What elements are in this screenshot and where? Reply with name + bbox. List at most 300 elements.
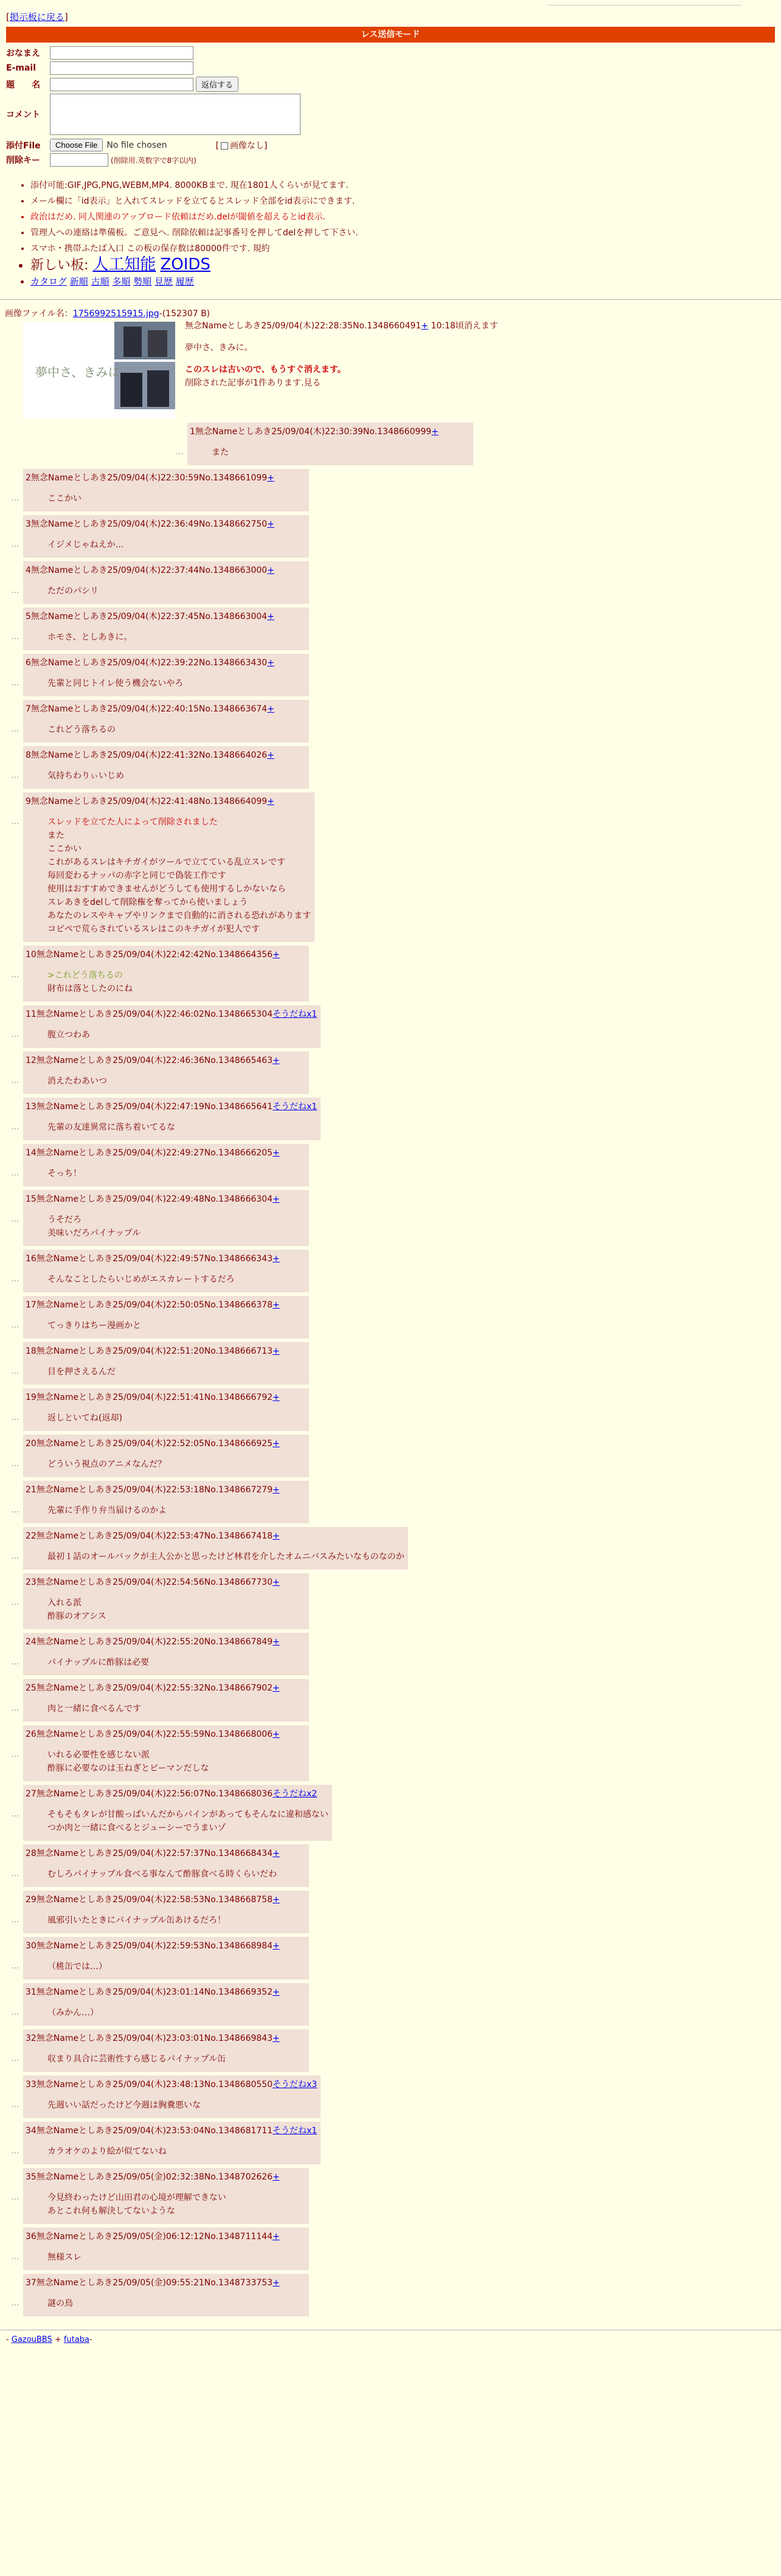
- sodane-button[interactable]: +: [272, 1254, 280, 1264]
- reply-post: [23, 2122, 321, 2164]
- reply-line: （桃缶では…）: [47, 1962, 107, 1972]
- sodane-button[interactable]: +: [272, 1439, 280, 1449]
- reply-marker: …: [11, 1505, 19, 1515]
- reply-marker: …: [11, 1413, 19, 1422]
- reply-post: [23, 2076, 321, 2118]
- reply-row: [11, 2168, 781, 2224]
- reply-text: [47, 1411, 305, 1425]
- reply-meta: 無念Nameとしあき25/09/04(木)23:48:13No.1348680550: [36, 2080, 273, 2090]
- reply-post: [23, 2228, 309, 2270]
- reply-post: [23, 469, 309, 511]
- reply-line: 気持ちわりぃいじめ: [47, 771, 124, 781]
- reply-marker: …: [11, 2298, 19, 2308]
- reply-marker: …: [11, 970, 19, 980]
- reply-row: [11, 2122, 781, 2164]
- sodane-button[interactable]: +: [272, 1194, 280, 1204]
- sort-many-link[interactable]: 多順: [112, 276, 131, 287]
- reply-text: [47, 1656, 305, 1669]
- post-history-link[interactable]: 履歴: [175, 276, 194, 287]
- catalog-links: [30, 274, 775, 289]
- reply-row: [11, 1679, 781, 1722]
- reply-marker: …: [11, 1274, 19, 1284]
- reply-number: 6: [26, 658, 31, 668]
- sodane-button[interactable]: +: [272, 950, 280, 960]
- file-label: 添付File: [6, 140, 41, 151]
- reply-number: 33: [26, 2080, 36, 2090]
- reply-row: [11, 1296, 781, 1338]
- reply-row: [11, 561, 781, 604]
- reply-number: 20: [26, 1439, 36, 1449]
- reply-post: [23, 2274, 309, 2316]
- reply-meta: 無念Nameとしあき25/09/04(木)22:49:57No.1348666343: [36, 1254, 273, 1264]
- reply-number: 5: [26, 612, 31, 621]
- sodane-button[interactable]: +: [272, 1941, 280, 1951]
- file-info: 画像ファイル名：1756992515915.jpg-(152307 B): [5, 309, 210, 319]
- reply-line: 美味いだろパイナップル: [47, 1228, 141, 1238]
- reply-post: [23, 1098, 321, 1140]
- sodane-button[interactable]: +: [267, 704, 274, 714]
- reply-text: [47, 2006, 305, 2020]
- reply-text: [47, 2145, 317, 2158]
- reply-number: 26: [26, 1729, 36, 1739]
- reply-line: 最初１話のオールバックが主人公かと思ったけど林君を介したオムニバスみたいなものなのか: [47, 1552, 404, 1562]
- reply-line: つか肉と一緒に食べるとジューシーでうまいゾ: [47, 1823, 226, 1833]
- sodane-button[interactable]: そうだねx2: [272, 1789, 318, 1799]
- reply-row: [11, 1983, 781, 2026]
- reply-marker: …: [11, 1551, 19, 1561]
- sodane-button[interactable]: +: [272, 1346, 280, 1356]
- reply-number: 4: [26, 566, 31, 575]
- sodane-button[interactable]: +: [272, 1531, 280, 1541]
- reply-marker: …: [11, 770, 19, 780]
- subject-label: 題 名: [6, 80, 40, 90]
- reply-number: 19: [26, 1393, 36, 1402]
- sodane-button[interactable]: +: [267, 566, 274, 575]
- reply-marker: …: [11, 1750, 19, 1759]
- new-board-link[interactable]: ZOIDS: [160, 255, 210, 274]
- reply-meta: 無念Nameとしあき25/09/04(木)22:37:45No.1348663004: [30, 612, 268, 621]
- reply-marker: …: [11, 493, 19, 503]
- reply-form: おなまえ E-mail 題 名 返信する コメント 添付File Choose File No file chosen [ 画像なし] 削除キー (削除用.英数字で8字以内) • 添付可能:GIF,JPG,PNG,WEBM,MP4. 8000KBまで. 現在1801人くらいが見てます. • メール欄に「id表示」と入れてスレッドを立てるとスレッド全部をid表示にできます. • 政治はだめ. 同人関連のアップロード依頼はだめ.delが閾値を超えるとid表示. • 管理人への連絡は準備板。ご意見へ. 削除依頼は記事番号を押してdelを押して下さい. • スマホ・携帯ふたば入口 この板の保存数は80000件です. 規約 • 新しい板: 人工知能 ZOIDS • カタログ 新順 古順 多順 勢順 見歴 履歴: [6, 46, 775, 289]
- reply-marker: …: [11, 1915, 19, 1925]
- reply-text: [47, 815, 311, 936]
- reply-text: [47, 1748, 305, 1775]
- reply-text: [47, 1596, 305, 1623]
- reply-text: [47, 631, 305, 644]
- reply-post: [23, 608, 309, 650]
- reply-meta: 無念Nameとしあき25/09/04(木)22:36:49No.1348662750: [30, 519, 268, 529]
- sodane-button[interactable]: +: [267, 519, 274, 529]
- reply-text: [47, 584, 305, 598]
- sodane-button[interactable]: そうだねx3: [272, 2080, 318, 2090]
- reply-marker: …: [11, 1320, 19, 1330]
- reply-line: そもそもタレが甘酸っぱいんだからパインがあってもそんなに違和感ない: [47, 1810, 328, 1819]
- reply-line: うそだろ: [47, 1215, 82, 1225]
- reply-text: [47, 1028, 317, 1042]
- reply-text: [47, 492, 305, 505]
- reply-text: [47, 1121, 317, 1134]
- reply-row: [11, 746, 781, 789]
- name-label: おなまえ: [6, 49, 40, 58]
- submit-button[interactable]: 返信する: [196, 77, 238, 92]
- reply-row: [11, 1725, 781, 1781]
- reply-line: 使用はおすすめできませんがどうしても使用するしかないなら: [47, 884, 286, 894]
- reply-row: [11, 608, 781, 650]
- reply-meta: 無念Nameとしあき25/09/04(木)22:30:39No.1348660999: [195, 427, 432, 437]
- reply-line: 腹立つわあ: [47, 1030, 90, 1040]
- reply-meta: 無念Nameとしあき25/09/04(木)22:58:53No.1348668758: [36, 1895, 273, 1905]
- reply-line: ここかい: [47, 844, 82, 854]
- sort-momentum-link[interactable]: 勢順: [133, 276, 152, 287]
- sodane-button[interactable]: +: [431, 427, 439, 437]
- op-warning: このスレは古いので、もうすぐ消えます。: [185, 365, 346, 375]
- reply-post: [23, 1481, 309, 1523]
- reply-text: [47, 1504, 305, 1517]
- reply-line: いれる必要性を感じない派: [47, 1750, 150, 1760]
- reply-meta: 無念Nameとしあき25/09/04(木)22:50:05No.1348666378: [36, 1300, 273, 1310]
- sort-new-link[interactable]: 新順: [69, 276, 88, 287]
- reply-number: 23: [26, 1577, 36, 1587]
- reply-line: （みかん…）: [47, 2008, 99, 2018]
- reply-line: 無様スレ: [47, 2252, 82, 2262]
- thread-thumbnail[interactable]: [23, 322, 175, 419]
- reply-number: 21: [26, 1485, 36, 1495]
- sodane-button[interactable]: +: [272, 1577, 280, 1587]
- reply-meta: 無念Nameとしあき25/09/04(木)22:59:53No.1348668984: [36, 1941, 273, 1951]
- thread: [0, 307, 781, 2316]
- reply-number: 29: [26, 1895, 36, 1905]
- reply-number: 18: [26, 1346, 36, 1356]
- reply-line: ただのパシリ: [47, 586, 99, 596]
- reply-row: [11, 1144, 781, 1186]
- reply-post: [23, 2029, 309, 2072]
- reply-row: [11, 1937, 781, 1979]
- reply-line: 収まり具合に芸術性すら感じるパイナップル缶: [47, 2054, 226, 2064]
- reply-post: [23, 1005, 321, 1048]
- reply-post: [23, 1937, 309, 1979]
- reply-marker: …: [11, 1657, 19, 1667]
- reply-text: [47, 1458, 305, 1471]
- reply-row: [11, 1051, 781, 1094]
- reply-text: [212, 446, 470, 459]
- choose-file-button[interactable]: Choose File: [50, 139, 103, 151]
- reply-marker: …: [11, 817, 19, 826]
- reply-line: 先輩と同じトイレ使う機会ないやろ: [47, 679, 184, 688]
- email-input[interactable]: [50, 61, 193, 75]
- reply-marker: …: [11, 2252, 19, 2262]
- reply-text: [47, 723, 305, 736]
- reply-post: [23, 1573, 309, 1629]
- reply-line: これどう落ちるの: [47, 725, 116, 735]
- reply-number: 36: [26, 2232, 36, 2242]
- reply-marker: …: [11, 2192, 19, 2202]
- reply-row: [11, 1250, 781, 1292]
- reply-meta: 無念Nameとしあき25/09/04(木)22:42:42No.1348664356: [36, 950, 273, 960]
- reply-post: [23, 1296, 309, 1338]
- reply-line: 先週いい話だったけど今週は胸糞悪いな: [47, 2100, 201, 2110]
- delkey-label: 削除キー: [6, 156, 40, 165]
- reply-text: [47, 2191, 305, 2218]
- footer: - GazouBBS + futaba-: [6, 2335, 92, 2344]
- reply-row: [11, 654, 781, 696]
- reply-row: [11, 1481, 781, 1523]
- new-board-link[interactable]: 人工知能: [92, 255, 156, 274]
- reply-post: [23, 1144, 309, 1186]
- sort-old-link[interactable]: 古順: [91, 276, 109, 287]
- reply-meta: 無念Nameとしあき25/09/04(木)22:51:20No.1348666713: [36, 1346, 273, 1356]
- reply-line: あとこれ何も解決してないような: [47, 2206, 175, 2216]
- note-item: • スマホ・携帯ふたば入口 この板の保存数は80000件です. 規約: [30, 241, 775, 257]
- reply-number: 28: [26, 1849, 36, 1858]
- sodane-button[interactable]: +: [272, 1849, 280, 1858]
- sodane-button[interactable]: +: [272, 2232, 280, 2242]
- reply-row: [11, 2274, 781, 2316]
- reply-marker: …: [11, 1214, 19, 1224]
- sodane-button[interactable]: +: [272, 1300, 280, 1310]
- reply-marker: …: [11, 539, 19, 549]
- reply-post: [23, 1844, 309, 1887]
- reply-number: 14: [26, 1148, 36, 1158]
- sodane-button[interactable]: +: [272, 1056, 280, 1065]
- reply-text: [47, 1960, 305, 1973]
- reply-post: [23, 2168, 309, 2224]
- reply-row: [11, 2076, 781, 2118]
- reply-marker: …: [11, 1459, 19, 1469]
- reply-line: 肉と一緒に食べるんです: [47, 1704, 141, 1714]
- reply-post: [23, 1190, 309, 1246]
- subject-input[interactable]: [50, 78, 193, 91]
- reply-meta: 無念Nameとしあき25/09/04(木)23:01:14No.1348669352: [36, 1987, 273, 1997]
- reply-meta: 無念Nameとしあき25/09/04(木)22:56:07No.1348668036: [36, 1789, 273, 1799]
- thumbnail-caption: 夢中さ、きみに: [35, 365, 120, 379]
- reply-number: 8: [26, 750, 31, 760]
- reply-marker: …: [11, 1869, 19, 1878]
- reply-post: [23, 1527, 408, 1570]
- reply-marker: …: [11, 1366, 19, 1376]
- op-deleted-note: 削除された記事が1件あります.見る: [185, 378, 321, 388]
- reply-text: [47, 969, 305, 995]
- reply-number: 12: [26, 1056, 36, 1065]
- reply-number: 7: [26, 704, 31, 714]
- reply-row: [11, 2029, 781, 2072]
- sodane-button[interactable]: +: [272, 2172, 280, 2182]
- reply-text: [47, 1914, 305, 1927]
- reply-marker: …: [11, 1598, 19, 1607]
- delkey-hint: (削除用.英数字で8字以内): [111, 156, 196, 165]
- note-item: • 政治はだめ. 同人関連のアップロード依頼はだめ.delが閾値を超えるとid表示.: [30, 209, 775, 225]
- reply-row: [11, 1342, 781, 1385]
- reply-line: スレあきをdelして削除権を奪ってから使いましょう: [47, 898, 248, 907]
- reply-text: [47, 1550, 404, 1563]
- reply-line: むしろパイナップル食べる事なんて酢豚食べる時くらいだわ: [47, 1869, 277, 1879]
- sodane-button[interactable]: +: [267, 473, 274, 483]
- reply-marker: …: [11, 2054, 19, 2063]
- reply-line: 酢豚に必要なのは玉ねぎとピーマンだしな: [47, 1764, 209, 1773]
- reply-line: そっち！: [47, 1169, 82, 1179]
- sodane-button[interactable]: +: [272, 1987, 280, 1997]
- reply-line: てっきりはちー漫画かと: [47, 1321, 141, 1331]
- reply-line: 毎回変わるナッパの赤字と同じで偽装工作です: [47, 871, 226, 881]
- reply-text: [47, 1365, 305, 1379]
- sodane-button[interactable]: +: [267, 612, 274, 621]
- sodane-button[interactable]: +: [267, 797, 274, 806]
- reply-line: 返しといてね(返却): [47, 1413, 122, 1423]
- sodane-button[interactable]: +: [272, 1637, 280, 1647]
- reply-marker: …: [11, 1168, 19, 1178]
- reply-meta: 無念Nameとしあき25/09/04(木)22:30:59No.1348661099: [30, 473, 268, 483]
- reply-text: [47, 2099, 317, 2112]
- reply-line: あなたのレスやキャプやリンクまで自動的に消される恐れがあります: [47, 911, 311, 921]
- comment-textarea[interactable]: [50, 94, 300, 135]
- sodane-button[interactable]: +: [267, 658, 274, 668]
- reply-meta: 無念Nameとしあき25/09/04(木)22:54:56No.1348667730: [36, 1577, 273, 1587]
- reply-line: 謎の鳥: [47, 2299, 73, 2308]
- view-history-link[interactable]: 見歴: [154, 276, 173, 287]
- name-input[interactable]: [50, 46, 193, 60]
- reply-line: カラオケのより絵が似てないね: [47, 2147, 167, 2156]
- reply-meta: 無念Nameとしあき25/09/04(木)22:53:18No.1348667279: [36, 1485, 273, 1495]
- reply-line: パイナップルに酢豚は必要: [47, 1658, 150, 1667]
- reply-marker: …: [175, 447, 184, 457]
- reply-meta: 無念Nameとしあき25/09/04(木)22:46:02No.1348665304: [36, 1009, 273, 1019]
- reply-meta: 無念Nameとしあき25/09/04(木)22:49:48No.1348666304: [36, 1194, 273, 1204]
- reply-line: 酢豚のオアシス: [47, 1612, 106, 1621]
- reply-marker: …: [11, 632, 19, 642]
- reply-line: 今見終わったけど山田君の心境が理解できない: [47, 2193, 226, 2203]
- reply-post: [23, 1051, 309, 1094]
- gazoubbs-link[interactable]: GazouBBS: [11, 2335, 52, 2344]
- back-to-board-link[interactable]: 掲示板に戻る: [9, 12, 64, 23]
- sodane-button[interactable]: そうだねx1: [272, 2126, 318, 2136]
- sodane-button[interactable]: +: [272, 1895, 280, 1905]
- reply-line: 先輩の友達異常に落ち着いてるな: [47, 1123, 175, 1132]
- reply-text: [47, 1319, 305, 1332]
- sodane-button[interactable]: +: [272, 2278, 280, 2288]
- reply-post: [187, 423, 473, 465]
- reply-marker: …: [11, 1076, 19, 1085]
- reply-line: 入れる派: [47, 1598, 82, 1608]
- new-board-label: 新しい板:: [30, 258, 89, 273]
- notes-list: [30, 178, 775, 289]
- delkey-input[interactable]: [50, 153, 108, 167]
- deleted-notice: スレッドを立てた人によって削除されました: [47, 817, 218, 827]
- reply-post: [23, 1785, 332, 1841]
- futaba-link[interactable]: futaba: [63, 2335, 90, 2344]
- reply-post: [23, 1435, 309, 1477]
- reply-row: [11, 1435, 781, 1477]
- no-image-checkbox[interactable]: [221, 142, 228, 150]
- reply-post: [23, 1983, 309, 2026]
- reply-text: [47, 2052, 305, 2066]
- reply-row: [175, 423, 781, 465]
- reply-marker: …: [11, 678, 19, 688]
- reply-row: [11, 1388, 781, 1431]
- reply-line: ここかい: [47, 494, 82, 504]
- reply-post: [23, 1891, 309, 1933]
- reply-marker: …: [11, 1030, 19, 1039]
- reply-number: 30: [26, 1941, 36, 1951]
- reply-line: コピペで荒らされているスレはこのキチガイが犯人です: [47, 924, 260, 934]
- catalog-link[interactable]: カタログ: [30, 276, 68, 287]
- reply-line: どういう視点のアニメなんだ？: [47, 1459, 167, 1469]
- reply-number: 24: [26, 1637, 36, 1647]
- sodane-button[interactable]: +: [272, 1485, 280, 1495]
- reply-post: [23, 1725, 309, 1781]
- sodane-button[interactable]: そうだねx1: [272, 1102, 318, 1112]
- reply-text: [47, 1075, 305, 1088]
- reply-line: 財布は落としたのにね: [47, 984, 133, 994]
- sodane-button[interactable]: そうだねx1: [272, 1009, 318, 1019]
- reply-row: [11, 1005, 781, 1048]
- reply-number: 16: [26, 1254, 36, 1264]
- reply-line: イジメじゃねえか…: [47, 540, 124, 550]
- new-board-row: [30, 257, 775, 274]
- reply-row: [11, 469, 781, 511]
- reply-text: [47, 538, 305, 552]
- reply-text: [47, 2251, 305, 2264]
- reply-meta: 無念Nameとしあき25/09/04(木)22:41:32No.1348664026: [30, 750, 268, 760]
- reply-line: 目を押さえるんだ: [47, 1367, 116, 1377]
- file-status: No file chosen: [106, 140, 167, 150]
- reply-post: [23, 1342, 309, 1385]
- op-post: [185, 319, 498, 419]
- reply-meta: 無念Nameとしあき25/09/04(木)22:55:32No.1348667902: [36, 1683, 273, 1693]
- reply-meta: 無念Nameとしあき25/09/04(木)22:41:48No.1348664099: [30, 797, 268, 806]
- reply-marker: …: [11, 2007, 19, 2017]
- reply-row: [11, 1844, 781, 1887]
- sodane-button[interactable]: +: [272, 1683, 280, 1693]
- reply-meta: 無念Nameとしあき25/09/04(木)22:46:36No.1348665463: [36, 1056, 273, 1065]
- reply-row: [11, 2228, 781, 2270]
- no-image-label: 画像なし: [230, 140, 265, 151]
- image-file-link[interactable]: 1756992515915.jpg: [72, 309, 159, 319]
- reply-line: そんなことしたらいじめがエスカレートするだろ: [47, 1275, 235, 1284]
- op-expire: 10:18頃消えます: [431, 321, 498, 331]
- email-label: E-mail: [6, 63, 36, 73]
- sodane-button[interactable]: +: [272, 2034, 280, 2043]
- reply-number: 3: [26, 519, 31, 529]
- reply-meta: 無念Nameとしあき25/09/04(木)22:52:05No.1348666925: [36, 1439, 273, 1449]
- reply-meta: 無念Nameとしあき25/09/04(木)23:53:04No.1348681711: [36, 2126, 273, 2136]
- page: [0, 5, 781, 2344]
- note-item: • 管理人への連絡は準備板。ご意見へ. 削除依頼は記事番号を押してdelを押して下さい.: [30, 225, 775, 241]
- reply-marker: …: [11, 2146, 19, 2156]
- reply-line: これがあるスレはキチガイがツールで立てている乱立スレです: [47, 857, 286, 867]
- sodane-button[interactable]: +: [272, 1729, 280, 1739]
- sodane-button[interactable]: +: [272, 1148, 280, 1158]
- sodane-button[interactable]: +: [267, 750, 274, 760]
- reply-post: [23, 946, 309, 1002]
- reply-marker: …: [11, 1122, 19, 1132]
- reply-number: 25: [26, 1683, 36, 1693]
- comment-label: コメント: [6, 110, 40, 120]
- reply-number: 31: [26, 1987, 36, 1997]
- back-nav: [掲示板に戻る]: [6, 12, 68, 23]
- reply-row: [11, 515, 781, 558]
- op-sodane-button[interactable]: +: [421, 321, 429, 331]
- reply-post: [23, 700, 309, 743]
- reply-text: [47, 1808, 328, 1835]
- reply-number: 22: [26, 1531, 36, 1541]
- reply-text: [47, 2297, 305, 2310]
- reply-number: 13: [26, 1102, 36, 1112]
- reply-text: [47, 677, 305, 690]
- reply-row: [11, 1785, 781, 1841]
- sodane-button[interactable]: +: [272, 1393, 280, 1402]
- reply-post: [23, 1388, 309, 1431]
- op-meta: 無念Nameとしあき25/09/04(木)22:28:35No.1348660491: [185, 321, 422, 331]
- reply-meta: 無念Nameとしあき25/09/05(金)02:32:38No.1348702626: [36, 2172, 273, 2182]
